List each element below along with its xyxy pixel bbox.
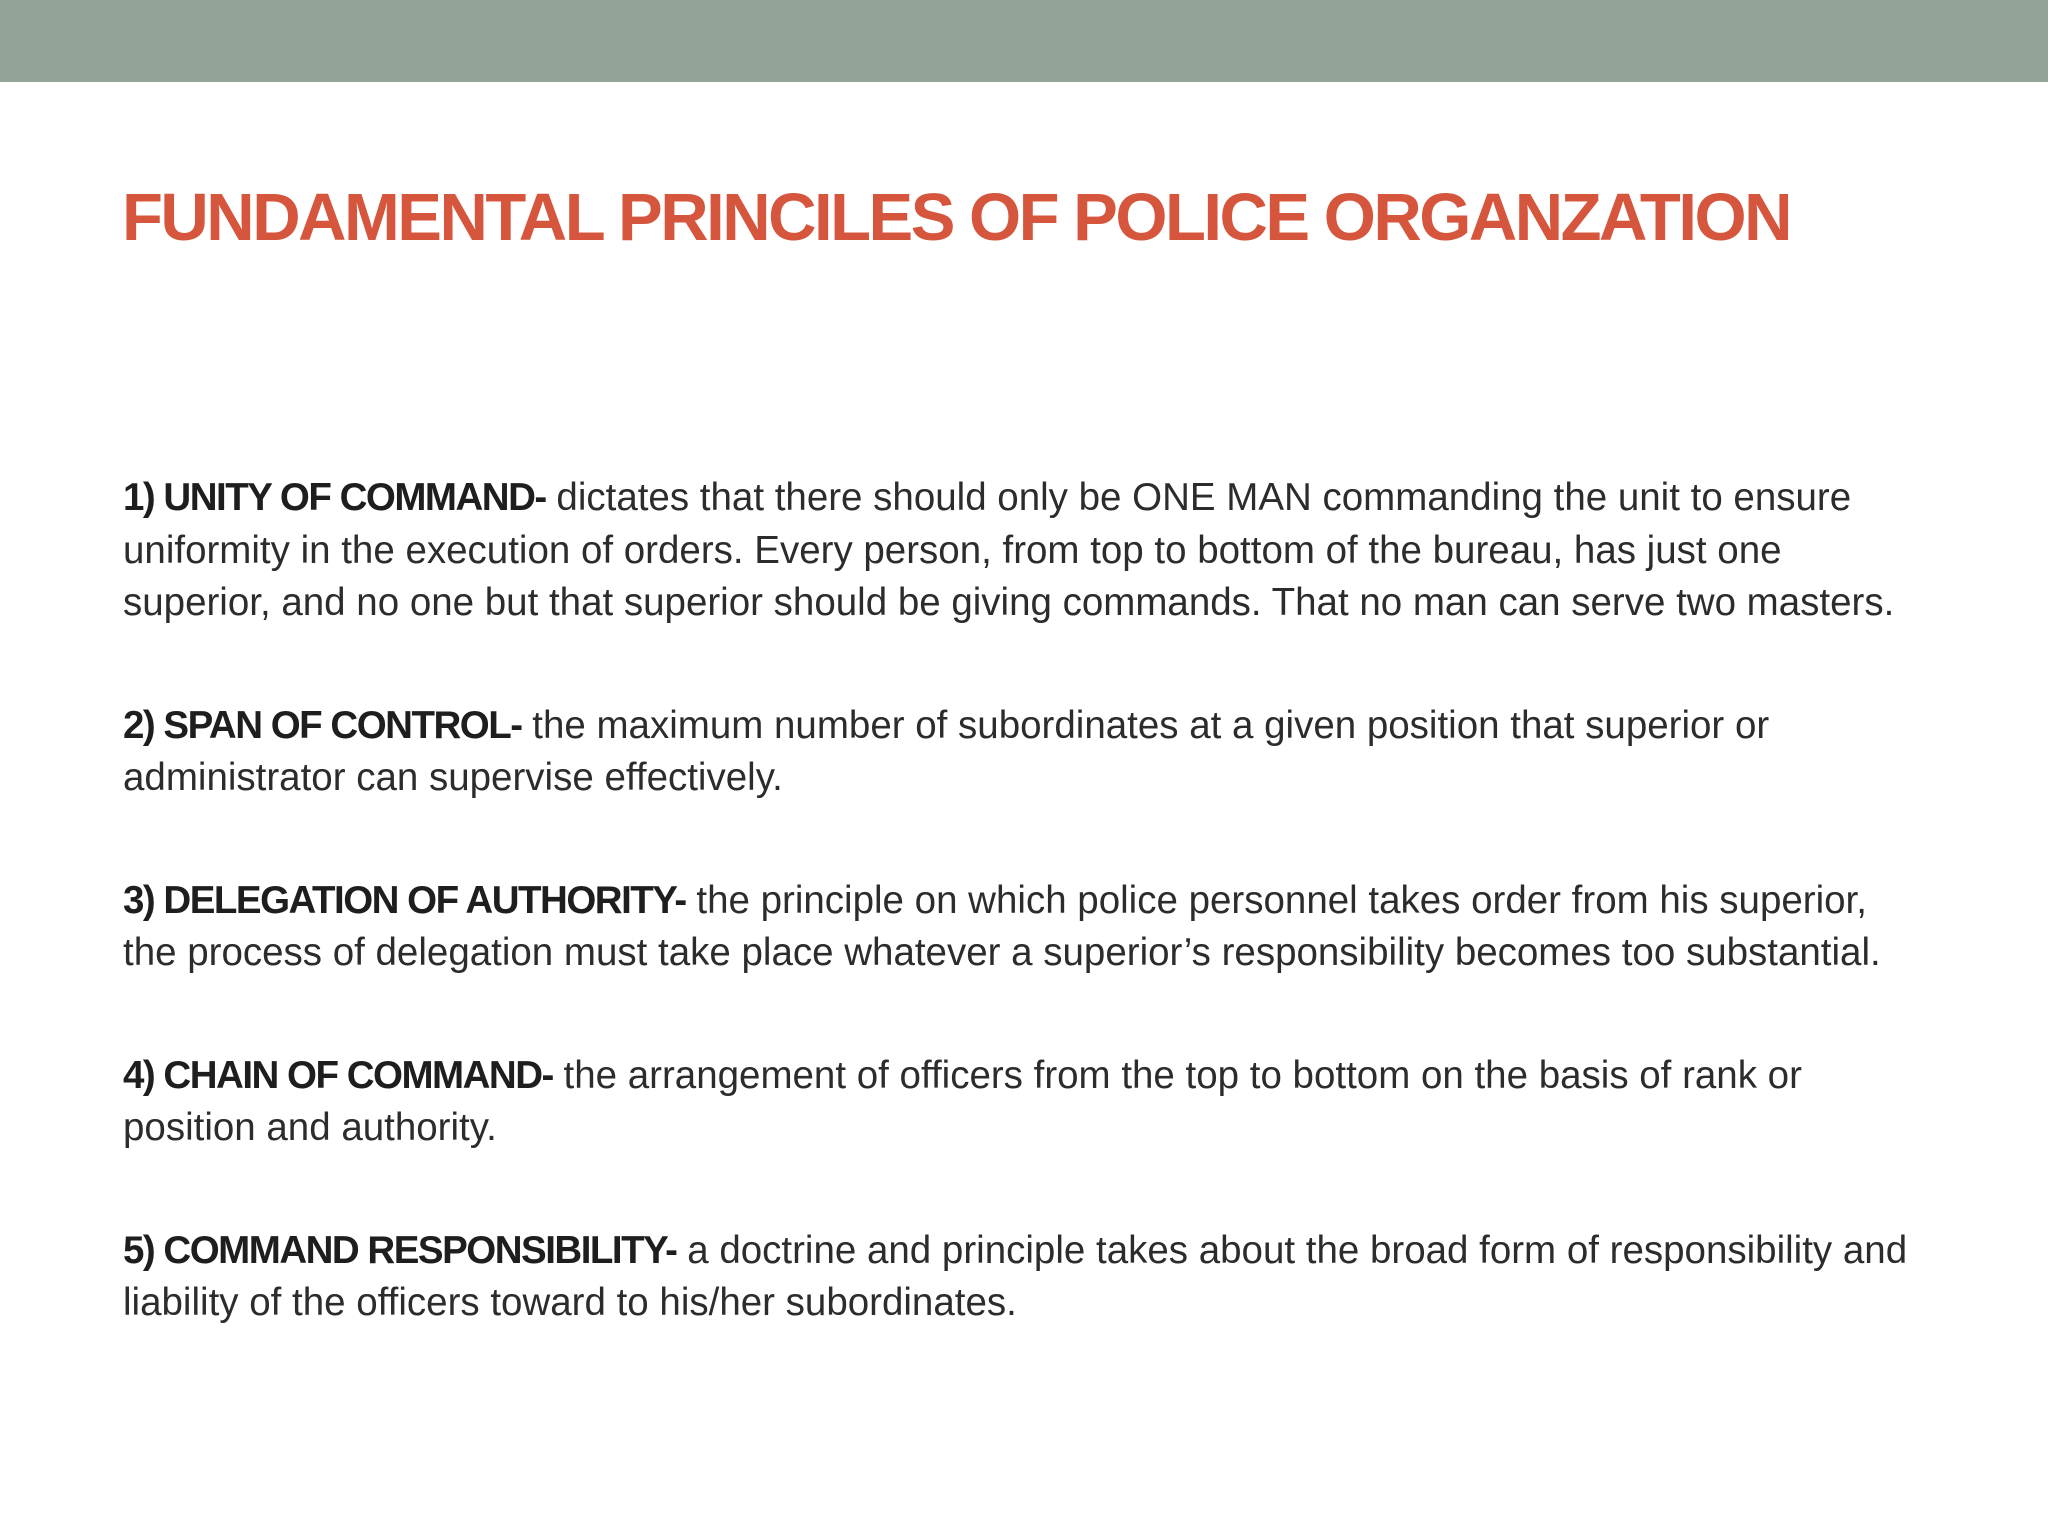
principle-item — [123, 1050, 1923, 1155]
principle-definition: the principle on which police personnel takes order from his superior, the process of delegation must take place whatever a superior’s responsibility becomes too substantial. — [123, 878, 1881, 974]
principle-term: 3) DELEGATION OF AUTHORITY- — [123, 878, 686, 922]
principle-definition: dictates that there should only be ONE MAN commanding the unit to ensure uniformity in the execution of orders. Every person, from top to bottom of the bureau, has just one superior, and no one but that superior should be giving commands. That no man can serve two masters. — [123, 476, 1895, 624]
principle-definition: the arrangement of officers from the top to bottom on the basis of rank or position and authority. — [123, 1053, 1802, 1149]
principle-definition: a doctrine and principle takes about the broad form of responsibility and liability of the officers toward to his/her subordinates. — [123, 1228, 1908, 1324]
header-band — [0, 0, 2048, 82]
principle-term: 5) COMMAND RESPONSIBILITY- — [123, 1228, 677, 1272]
slide-title: FUNDAMENTAL PRINCILES OF POLICE ORGANZATION — [122, 180, 1790, 255]
principle-definition: the maximum number of subordinates at a given position that superior or administrator can supervise effectively. — [123, 703, 1770, 799]
principle-item — [123, 1225, 1923, 1330]
principle-item — [123, 700, 1923, 805]
principles-list — [123, 472, 1923, 1400]
principle-term: 4) CHAIN OF COMMAND- — [123, 1053, 553, 1097]
principle-item — [123, 875, 1923, 980]
principle-item — [123, 472, 1923, 630]
principle-term: 2) SPAN OF CONTROL- — [123, 703, 522, 747]
principle-term: 1) UNITY OF COMMAND- — [123, 476, 546, 519]
